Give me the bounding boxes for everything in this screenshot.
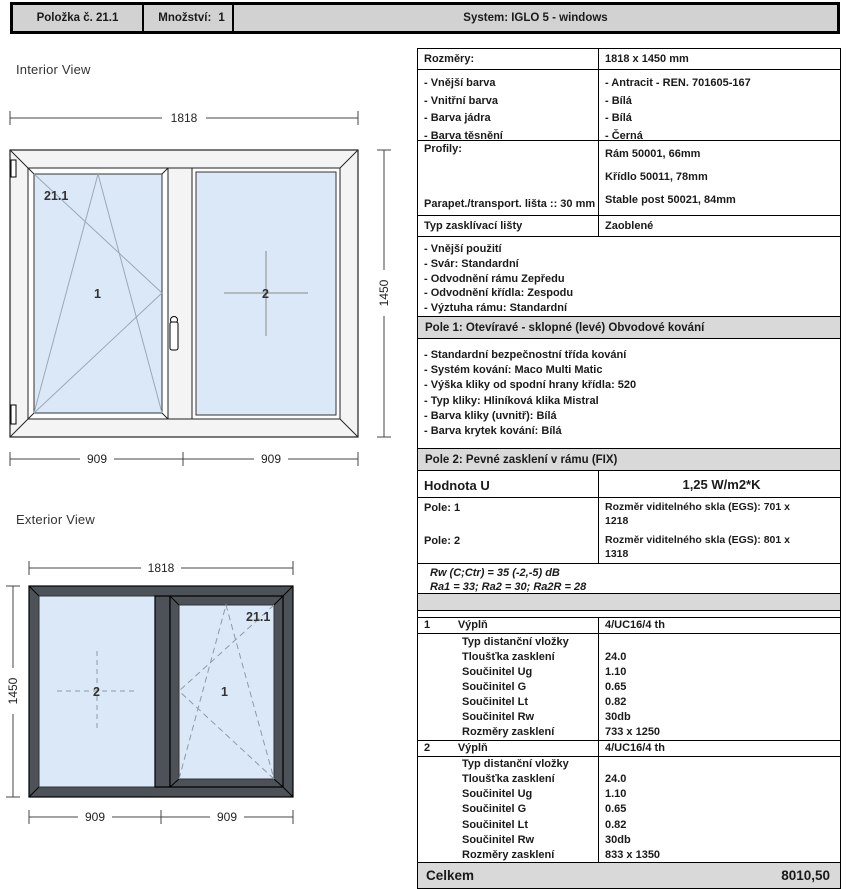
separator-row xyxy=(418,594,840,611)
hinge-top-icon xyxy=(11,160,16,177)
egs-value-line1: Rozměr viditelného skla (EGS): 701 x xyxy=(605,501,790,513)
spec-panel xyxy=(417,48,841,889)
glazing-detail-value: 1.10 xyxy=(605,788,627,801)
color-value: - Černá xyxy=(605,129,643,142)
profiles-row xyxy=(418,141,840,216)
glazing-detail-value: 0.82 xyxy=(605,818,627,831)
glazing-bead-value: Zaoblené xyxy=(605,220,654,232)
interior-dim-width xyxy=(10,110,358,125)
total-row xyxy=(418,863,840,888)
dimensions-label: Rozměry: xyxy=(418,49,599,69)
note-line: - Odvodnění rámu Zepředu xyxy=(424,272,565,285)
quantity-cell xyxy=(144,5,234,31)
color-value: - Bílá xyxy=(605,112,632,124)
dimensions-value: 1818 x 1450 mm xyxy=(605,53,689,65)
egs-row-2 xyxy=(418,531,840,564)
color-label: - Barva těsnění xyxy=(424,129,503,142)
glazing-detail-label: Typ distanční vložky xyxy=(418,757,599,772)
glazing-detail-label: Součinitel G xyxy=(418,679,599,694)
exterior-dim-height-text: 1450 xyxy=(6,677,20,705)
glazing1-header-row xyxy=(418,618,840,634)
egs-pole-label: Pole: 2 xyxy=(418,531,599,563)
glazing1-number: 1 xyxy=(424,619,431,631)
window-handle-icon xyxy=(170,317,178,351)
glazing-detail-label: Součinitel Lt xyxy=(418,817,599,832)
interior-fixed-label: 2 xyxy=(262,287,269,301)
egs-row-1 xyxy=(418,498,840,531)
glazing-detail-label: Tloušťka zasklení xyxy=(418,649,599,664)
note-line: - Standardní bezpečnostní třída kování xyxy=(424,349,627,361)
item-number-cell: Položka č. 21.1 xyxy=(13,5,144,31)
glazing-detail-label: Rozměry zasklení xyxy=(418,847,599,862)
glazing-detail-label: Typ distanční vložky xyxy=(418,634,599,649)
egs-value-line2: 1218 xyxy=(605,514,629,527)
glazing2-details xyxy=(418,757,840,864)
color-value: - Bílá xyxy=(605,94,632,107)
exterior-dim-left-text: 909 xyxy=(84,810,106,824)
glazing-detail-value: 0.65 xyxy=(605,803,627,816)
exterior-item-label: 21.1 xyxy=(246,610,271,624)
note-line: - Barva krytek kování: Bílá xyxy=(424,425,562,438)
glazing-detail-value: 24.0 xyxy=(605,773,627,786)
glazing-detail-value xyxy=(599,634,840,649)
note-line: - Výška kliky od spodní hrany křídla: 520 xyxy=(424,379,637,392)
glazing2-number: 2 xyxy=(424,741,431,754)
pole1-section-header: Pole 1: Otevíravé - sklopné (levé) Obvodové kování xyxy=(418,317,840,339)
profile-value: Stable post 50021, 84mm xyxy=(605,194,736,206)
exterior-dim-halves xyxy=(29,809,293,824)
glazing-detail-label: Součinitel Rw xyxy=(418,832,599,847)
glazing2-header-row xyxy=(418,741,840,757)
system-name-cell: System: IGLO 5 - windows xyxy=(463,12,608,24)
egs-pole-label: Pole: 1 xyxy=(418,498,599,531)
glazing1-value: 4/UC16/4 th xyxy=(605,619,665,631)
color-label: - Vnější barva xyxy=(424,77,496,89)
glazing-detail-value: 24.0 xyxy=(605,650,627,663)
egs-value-line1: Rozměr viditelného skla (EGS): 801 x xyxy=(605,534,790,546)
glazing-detail-label: Součinitel Ug xyxy=(418,787,599,802)
quantity-value: 1 xyxy=(218,12,225,24)
color-value: - Antracit - REN. 701605-167 xyxy=(605,77,751,89)
exterior-fixed-label: 2 xyxy=(93,685,100,699)
total-value: 8010,50 xyxy=(781,868,830,884)
exterior-dim-width-text: 1818 xyxy=(147,561,175,575)
interior-dim-left-text: 909 xyxy=(86,452,108,466)
profile-value: Křídlo 50011, 78mm xyxy=(605,171,708,183)
exterior-dim-height xyxy=(5,586,21,797)
general-notes xyxy=(418,237,840,317)
glazing-detail-value: 0.65 xyxy=(605,680,627,693)
glazing-detail-label: Součinitel Ug xyxy=(418,664,599,679)
glazing-detail-value: 30db xyxy=(605,833,631,846)
glazing-detail-value: 0.82 xyxy=(605,695,627,708)
glazing-detail-value: 1.10 xyxy=(605,665,627,678)
interior-view-title: Interior View xyxy=(16,62,91,77)
glazing2-value: 4/UC16/4 th xyxy=(605,741,665,754)
color-label: - Vnitřní barva xyxy=(424,94,498,107)
exterior-view-title: Exterior View xyxy=(16,512,95,527)
exterior-mullion xyxy=(155,596,170,787)
glazing-detail-value xyxy=(599,757,840,772)
egs-value-line2: 1318 xyxy=(605,547,629,560)
pole2-section-header: Pole 2: Pevné zasklení v rámu (FIX) xyxy=(418,449,840,471)
glazing-detail-label: Součinitel G xyxy=(418,802,599,817)
interior-dim-height xyxy=(376,150,392,437)
note-line: - Typ kliky: Hliníková klika Mistral xyxy=(424,394,599,407)
glazing2-label: Výplň xyxy=(457,741,488,754)
ra-values: Ra1 = 33; Ra2 = 30; Ra2R = 28 xyxy=(430,580,587,593)
dimensions-row xyxy=(418,49,840,70)
pole1-notes xyxy=(418,339,840,449)
note-line: - Systém kování: Maco Multi Matic xyxy=(424,364,603,377)
profiles-label: Profily: xyxy=(424,143,462,155)
note-line: - Výztuha rámu: Standardní xyxy=(424,302,568,315)
u-value-row xyxy=(418,471,840,498)
hinge-bottom-icon xyxy=(11,405,16,424)
glazing-bead-row xyxy=(418,216,840,237)
exterior-dim-right-text: 909 xyxy=(216,810,238,824)
note-line: - Svár: Standardní xyxy=(424,257,519,270)
glazing-detail-label: Součinitel Rw xyxy=(418,709,599,724)
note-line: - Vnější použití xyxy=(424,243,502,255)
spacer-row xyxy=(418,611,840,618)
parapet-note: Parapet./transport. lišta :: 30 mm xyxy=(424,198,596,210)
u-value: 1,25 W/m2*K xyxy=(682,476,761,492)
glazing-detail-label: Tloušťka zasklení xyxy=(418,772,599,787)
interior-dim-height-text: 1450 xyxy=(377,279,391,307)
interior-dim-halves xyxy=(10,451,358,466)
exterior-sash-label: 1 xyxy=(221,685,228,699)
profile-value: Rám 50001, 66mm xyxy=(605,148,701,160)
note-line: - Odvodnění křídla: Zespodu xyxy=(424,287,574,300)
quantity-label: Množství: xyxy=(158,12,212,24)
glazing-detail-label: Součinitel Lt xyxy=(418,694,599,709)
u-value-label: Hodnota U xyxy=(418,471,599,497)
exterior-view-drawing xyxy=(0,540,410,840)
acoustic-values xyxy=(418,564,840,594)
interior-dim-right-text: 909 xyxy=(260,452,282,466)
note-line: - Barva kliky (uvnitř): Bílá xyxy=(424,409,557,422)
glazing-detail-value: 30db xyxy=(605,711,631,724)
interior-item-label: 21.1 xyxy=(44,189,69,203)
interior-sash-label: 1 xyxy=(94,287,101,301)
header-bar xyxy=(10,2,840,34)
glazing-detail-value: 733 x 1250 xyxy=(605,726,661,739)
interior-view-drawing xyxy=(0,100,410,490)
glazing1-label: Výplň xyxy=(457,619,488,631)
glazing-detail-value: 833 x 1350 xyxy=(605,848,661,861)
rw-value: Rw (C;Ctr) = 35 (-2,-5) dB xyxy=(430,567,560,579)
colors-row xyxy=(418,70,840,141)
interior-mullion xyxy=(168,168,192,419)
color-label: - Barva jádra xyxy=(424,112,491,124)
glazing-bead-label: Typ zasklívací lišty xyxy=(418,216,599,236)
glazing-detail-label: Rozměry zasklení xyxy=(418,725,599,740)
total-label: Celkem xyxy=(426,868,475,884)
interior-dim-width-text: 1818 xyxy=(170,111,198,125)
glazing1-details xyxy=(418,634,840,741)
exterior-dim-width xyxy=(29,560,293,575)
